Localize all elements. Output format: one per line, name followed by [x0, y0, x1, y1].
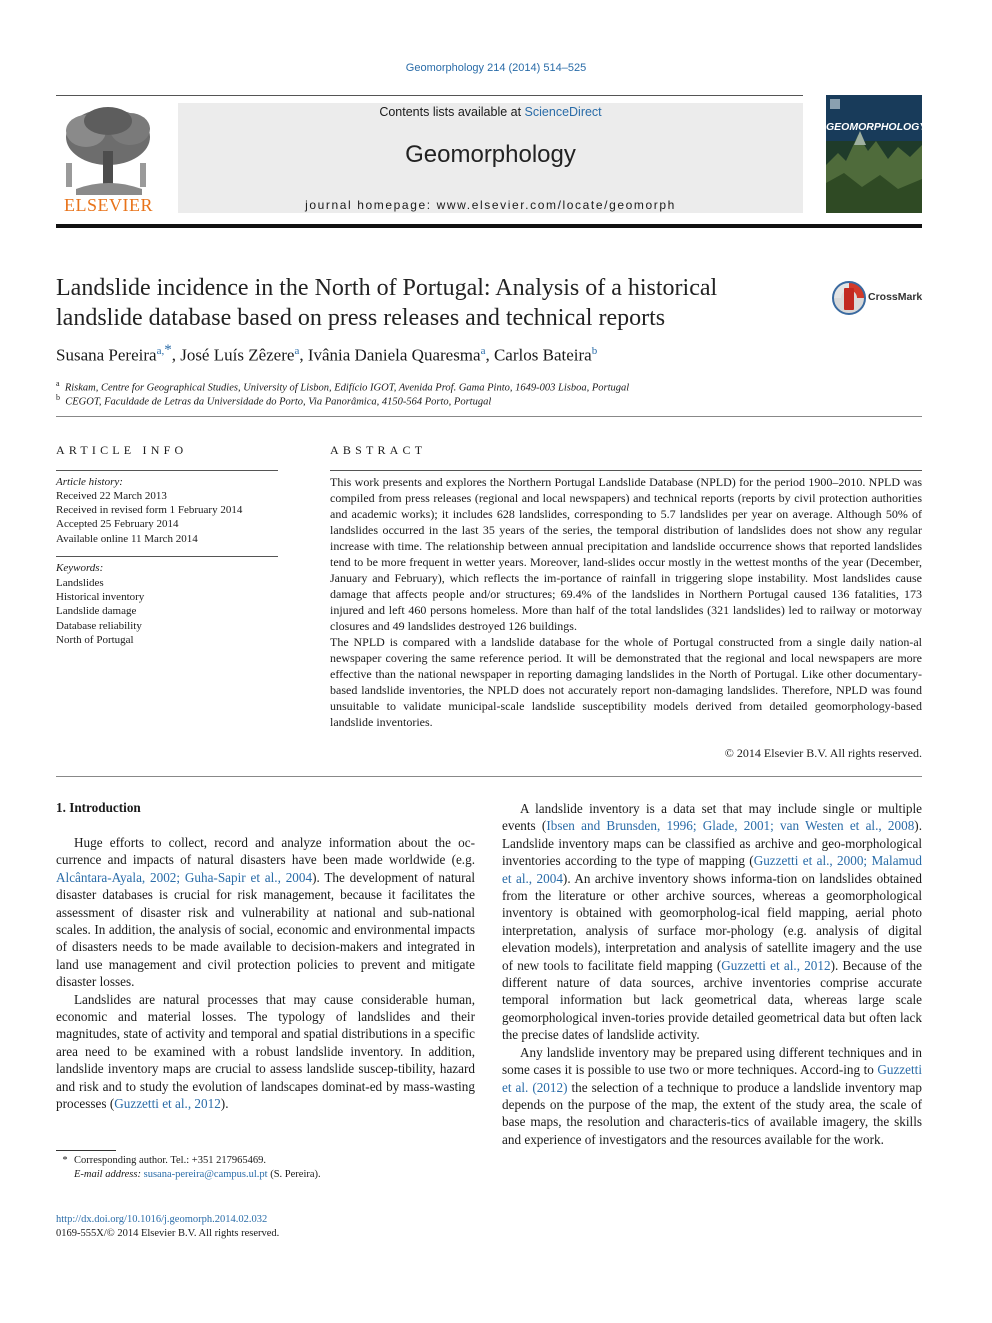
contents-prefix: Contents lists available at	[379, 105, 525, 119]
abstract-body	[330, 474, 922, 730]
affiliation-text: Riskam, Centre for Geographical Studies, University of Lisbon, Edifício IGOT, Avenida Prof. Gama Pinto, 1649-003 Lisboa, Portugal	[64, 382, 630, 394]
divider	[56, 416, 922, 417]
abstract-paragraph: This work presents and explores the Northern Portugal Landslide Database (NPLD) for the period 1900–2010. NPLD was compiled from press releases (regional and local newspapers) and technical reports (reports by civil protection authorities and academic works); it includes 628 landslides, corresponding to 5.7 landslides per year on average. Although 50% of landslides occurred in the last 35 years of the series, the temporal distribution of landslides does not show any regular increase with time. The relationship between annual precipitation and landslide occurrence shows that reported landslides tend to be more frequent in wetter years. Moreover, land-slides occur mostly in the wettest months of the year (December, January and February), which reflects the im-portance of rainfall in triggering slope instability. Most landslides cause damage that affects people and/or structures; 69.4% of the landslides in Northern Portugal caused 136 fatalities, 173 injured and left 460 persons homeless. More than half of the total landslides (321 landslides) led to railway or motorway closures and 49 landslides destroyed 126 buildings.	[330, 475, 922, 633]
body-paragraph	[56, 834, 475, 991]
crossmark-label: CrossMark	[868, 291, 923, 303]
journal-homepage	[178, 198, 803, 212]
crossmark-button[interactable]	[831, 280, 926, 316]
abstract-paragraph: The NPLD is compared with a landslide database for the whole of Portugal constructed from a single daily nation-al newspaper covering the same reference period. It will be demonstrated that the regional and local newspapers are more effective than the national newspaper in reporting damaging landslides in the North of Portugal. Like other documentary-based landslide inventories, the NPLD does not accurately report non-damaging landslides. Therefore, NPLD was found unsuitable to validate municipal-scale landslide susceptibility models derived from detailed geomorphology-based landslide inventories.	[330, 635, 922, 729]
footnote-corresponding	[56, 1154, 476, 1168]
body-paragraph	[56, 991, 475, 1113]
abstract-copyright: © 2014 Elsevier B.V. All rights reserved.	[724, 746, 922, 760]
journal-cover-image	[826, 95, 927, 213]
author-affiliation-mark[interactable]: a,	[156, 345, 165, 357]
citation-link[interactable]: Guzzetti et al., 2012	[114, 1096, 221, 1112]
body-paragraph	[502, 800, 922, 1044]
author-name[interactable]: José Luís Zêzere	[180, 345, 295, 365]
history-item: Available online 11 March 2014	[56, 533, 198, 545]
divider	[56, 470, 278, 471]
article-info-heading: ARTICLE INFO	[56, 443, 188, 457]
divider	[56, 776, 922, 777]
author-affiliation-mark[interactable]: a	[480, 345, 486, 357]
divider	[330, 470, 922, 471]
history-item: Accepted 25 February 2014	[56, 518, 179, 530]
body-text: the selection of a technique to produce a landslide inventory map depends on the purpose of the map, the extent of the study area, the scale of base maps, the resolution and characteris-tics of available imagery, the skills and experience of investigators and the resources available for the work.	[502, 1079, 922, 1147]
body-column-left	[56, 834, 475, 1113]
body-text: A landslide inventory is a data set that may include single or multiple events (	[502, 801, 922, 834]
section-heading: 1. Introduction	[56, 800, 141, 815]
affiliation-b	[56, 391, 856, 410]
cover-title: GEOMORPHOLOGY	[826, 121, 927, 133]
contents-availability	[178, 105, 803, 119]
journal-cover-thumbnail[interactable]	[826, 95, 927, 213]
divider	[56, 556, 278, 557]
author-affiliation-mark[interactable]: b	[591, 345, 598, 357]
affiliation-mark: b	[56, 393, 60, 402]
email-suffix: (S. Pereira).	[267, 1169, 321, 1180]
keyword-item: Landslides	[56, 577, 104, 589]
footnote-text: Corresponding author. Tel.: +351 217965469.	[74, 1155, 266, 1166]
email-label: E-mail address:	[74, 1169, 144, 1180]
author-name[interactable]: Carlos Bateira	[493, 345, 592, 365]
body-column-right	[502, 800, 922, 1148]
keyword-item: Landslide damage	[56, 605, 137, 617]
citation-link[interactable]: Guzzetti et al., 2000; Malamud et al., 2004	[502, 853, 922, 886]
header-top-rule	[56, 95, 803, 96]
elsevier-logo[interactable]	[56, 103, 161, 215]
journal-name: Geomorphology	[405, 141, 576, 168]
keyword-item: Historical inventory	[56, 591, 145, 603]
abstract-heading: ABSTRACT	[330, 443, 427, 457]
article-title-line-1: Landslide incidence in the North of Portugal: Analysis of a historical	[56, 275, 718, 301]
author-affiliation-mark[interactable]: a	[294, 345, 300, 357]
author-name[interactable]: Susana Pereira	[56, 345, 157, 365]
body-text: ). An archive inventory shows informa-tion on landslides obtained from the literature or other archive sources, whereas a geomorphological inventory is obtained with geomorpholog-ical field mapping, aerial photo interpretation, analysis of surface mor-phology (e.g. analysis of digital elevation models), interpretation and analysis of satellite imagery and the use of new tools to facilitate field mapping (	[502, 870, 922, 973]
article-title	[56, 273, 796, 333]
footnote-rule	[56, 1150, 116, 1151]
author-list	[56, 342, 816, 366]
homepage-prefix: journal homepage:	[305, 198, 437, 212]
email-link[interactable]: susana-pereira@campus.ul.pt	[143, 1169, 268, 1180]
article-title-line-2: landslide database based on press releases and technical reports	[56, 305, 666, 331]
body-text: ). Because of the different nature of data sources, archive inventories comprise accurate temporal information but lack geometrical data, whereas large scale geomorphological inven-tories provide detailed geometrical data but often lack the precise dates of landslide activity.	[502, 957, 922, 1043]
sciencedirect-link[interactable]: ScienceDirect	[524, 105, 602, 119]
body-text: Huge efforts to collect, record and analyze information about the oc-currence and impacts of natural disasters have been made worldwide (e.g.	[56, 835, 475, 868]
history-item: Received in revised form 1 February 2014	[56, 504, 243, 516]
body-text: Any landslide inventory may be prepared using different techniques and in some cases it is possible to use two or more techniques. Accord-ing to	[502, 1044, 922, 1078]
footnote-email	[56, 1168, 494, 1182]
elsevier-wordmark: ELSEVIER	[64, 195, 153, 215]
body-paragraph	[502, 1044, 922, 1148]
citation-link[interactable]: Ibsen and Brunsden, 1996; Glade, 2001; van Westen et al., 2008	[546, 818, 915, 834]
citation-link[interactable]: Guzzetti et al. (2012)	[502, 1062, 922, 1095]
affiliation-text: CEGOT, Faculdade de Letras da Universidade do Porto, Via Panorâmica, 4150-564 Porto, Portugal	[65, 396, 492, 408]
body-text: ).	[220, 1096, 229, 1112]
body-text: ). Landslide inventory maps can be classified as archive and geo-morphological inventories according to the type of mapping (	[502, 818, 922, 869]
body-text: Landslides are natural processes that may cause considerable human, economic and material losses. The typology of landslides and their magnitudes, state of activity and temporal and spatial distributions in a specific area need to be examined with a robust landslide inventory. In addition, landslide inventory maps are crucial to assess landslide suscep-tibility, hazard and risk and to study the evolution of landscapes dominat-ed by mass-wasting processes (	[56, 991, 475, 1112]
citation-link[interactable]: Alcântara-Ayala, 2002; Guha-Sapir et al., 2004	[56, 869, 313, 885]
author-name[interactable]: Ivânia Daniela Quaresma	[307, 345, 481, 365]
footnote-star: *	[62, 1155, 68, 1166]
history-item: Received 22 March 2013	[56, 490, 167, 502]
keywords-label: Keywords:	[56, 562, 104, 574]
keyword-item: Database reliability	[56, 620, 142, 632]
keyword-item: North of Portugal	[56, 634, 134, 646]
author-separator: ,	[485, 345, 494, 365]
body-text: ). The development of natural disaster databases is crucial for risk management, because it facilitates the assessment of disaster risk and vulnerability at national and sub-national scales. In addition, the analysis of social, economic and environmental impacts of disasters needs to be made available to decision-makers and integrated in land use management and civil protection policies to prevent and mitigate disaster losses.	[56, 869, 475, 990]
affiliation-mark: a	[56, 379, 60, 388]
citation-link[interactable]: Guzzetti et al., 2012	[721, 957, 831, 973]
crossmark-icon	[831, 280, 867, 316]
header-thick-rule	[56, 224, 922, 228]
issn-copyright: 0169-555X/© 2014 Elsevier B.V. All rights reserved.	[56, 1228, 280, 1239]
author-separator: ,	[171, 345, 181, 365]
article-history-label: Article history:	[56, 476, 123, 488]
homepage-url[interactable]: www.elsevier.com/locate/geomorph	[436, 198, 676, 212]
journal-citation[interactable]: Geomorphology 214 (2014) 514–525	[405, 62, 587, 74]
doi-link[interactable]: http://dx.doi.org/10.1016/j.geomorph.2014.02.032	[56, 1214, 268, 1225]
corresponding-author-star[interactable]: *	[164, 342, 172, 358]
author-separator: ,	[299, 345, 308, 365]
